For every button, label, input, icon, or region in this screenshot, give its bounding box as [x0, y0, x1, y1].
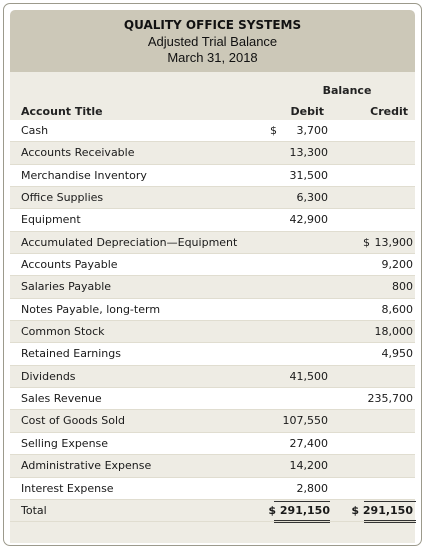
debit-amount: 41,500: [289, 369, 328, 383]
account-name: Salaries Payable: [21, 280, 112, 294]
table-row: [10, 254, 415, 276]
account-name: Selling Expense: [21, 436, 109, 450]
company-name: QUALITY OFFICE SYSTEMS: [123, 18, 302, 32]
account-name: Cash: [21, 124, 49, 137]
account-name: Accumulated Depreciation—Equipment: [21, 235, 238, 249]
account-name: Common Stock: [21, 325, 105, 339]
account-name: Accounts Receivable: [21, 146, 135, 160]
table-row: [10, 366, 415, 388]
account-name: Accounts Payable: [21, 258, 118, 272]
debit-amount: 14,200: [289, 459, 328, 473]
total-label: Total: [21, 503, 47, 517]
debit-amount: 107,550: [282, 414, 328, 428]
table-row: [10, 165, 415, 187]
account-name: Administrative Expense: [21, 459, 152, 473]
debit-amount: 2,800: [296, 481, 328, 495]
debit-amount: 6,300: [296, 191, 328, 205]
table-row: [10, 410, 415, 432]
trial-balance-table: [10, 72, 415, 543]
report-title: Adjusted Trial Balance: [147, 34, 278, 49]
credit-amount: 8,600: [381, 302, 413, 316]
account-name: Equipment: [21, 213, 81, 227]
trial-balance-card: [3, 3, 422, 546]
credit-amount: 4,950: [381, 347, 413, 361]
table-row: [10, 187, 415, 209]
table-row: [10, 276, 415, 298]
credit-currency-sign: $: [363, 235, 370, 249]
credit-double-rule: [364, 520, 416, 523]
credit-amount: 13,900: [374, 235, 413, 249]
table-body: [10, 120, 415, 522]
debit-amount: 13,300: [289, 146, 328, 160]
table-row: [10, 343, 415, 365]
debit-amount: 27,400: [289, 436, 328, 450]
debit-amount: 42,900: [289, 213, 328, 227]
account-name: Dividends: [21, 369, 76, 383]
account-name: Office Supplies: [21, 191, 104, 205]
report-header: [10, 10, 415, 72]
account-name: Sales Revenue: [21, 392, 102, 406]
total-row: [10, 500, 415, 522]
table-row: [10, 209, 415, 231]
table-row: [10, 232, 415, 254]
debit-double-rule: [274, 520, 330, 523]
credit-amount: 18,000: [374, 325, 413, 339]
table-row: [10, 478, 415, 500]
table-row: [10, 120, 415, 142]
report-date: March 31, 2018: [167, 50, 258, 65]
account-name: Merchandise Inventory: [21, 168, 147, 182]
balance-group-header: Balance: [322, 84, 372, 97]
account-name: Cost of Goods Sold: [21, 414, 125, 428]
table-row: [10, 433, 415, 455]
debit-amount: 3,700: [296, 124, 328, 137]
credit-header: Credit: [370, 105, 408, 118]
credit-amount: 800: [392, 280, 413, 294]
account-name: Retained Earnings: [21, 347, 121, 361]
credit-amount: 235,700: [367, 392, 413, 406]
account-title-header: Account Title: [21, 105, 103, 118]
table-row: [10, 142, 415, 164]
table-row: [10, 321, 415, 343]
debit-header: Debit: [290, 105, 324, 118]
table-row: [10, 455, 415, 477]
table-row: [10, 299, 415, 321]
credit-amount: 9,200: [381, 258, 413, 272]
debit-amount: 31,500: [289, 168, 328, 182]
account-name: Notes Payable, long-term: [21, 302, 161, 316]
debit-total: $ 291,150: [268, 503, 330, 517]
table-row: [10, 388, 415, 410]
credit-total: $ 291,150: [351, 503, 413, 517]
account-name: Interest Expense: [21, 481, 114, 495]
debit-currency-sign: $: [270, 124, 277, 137]
